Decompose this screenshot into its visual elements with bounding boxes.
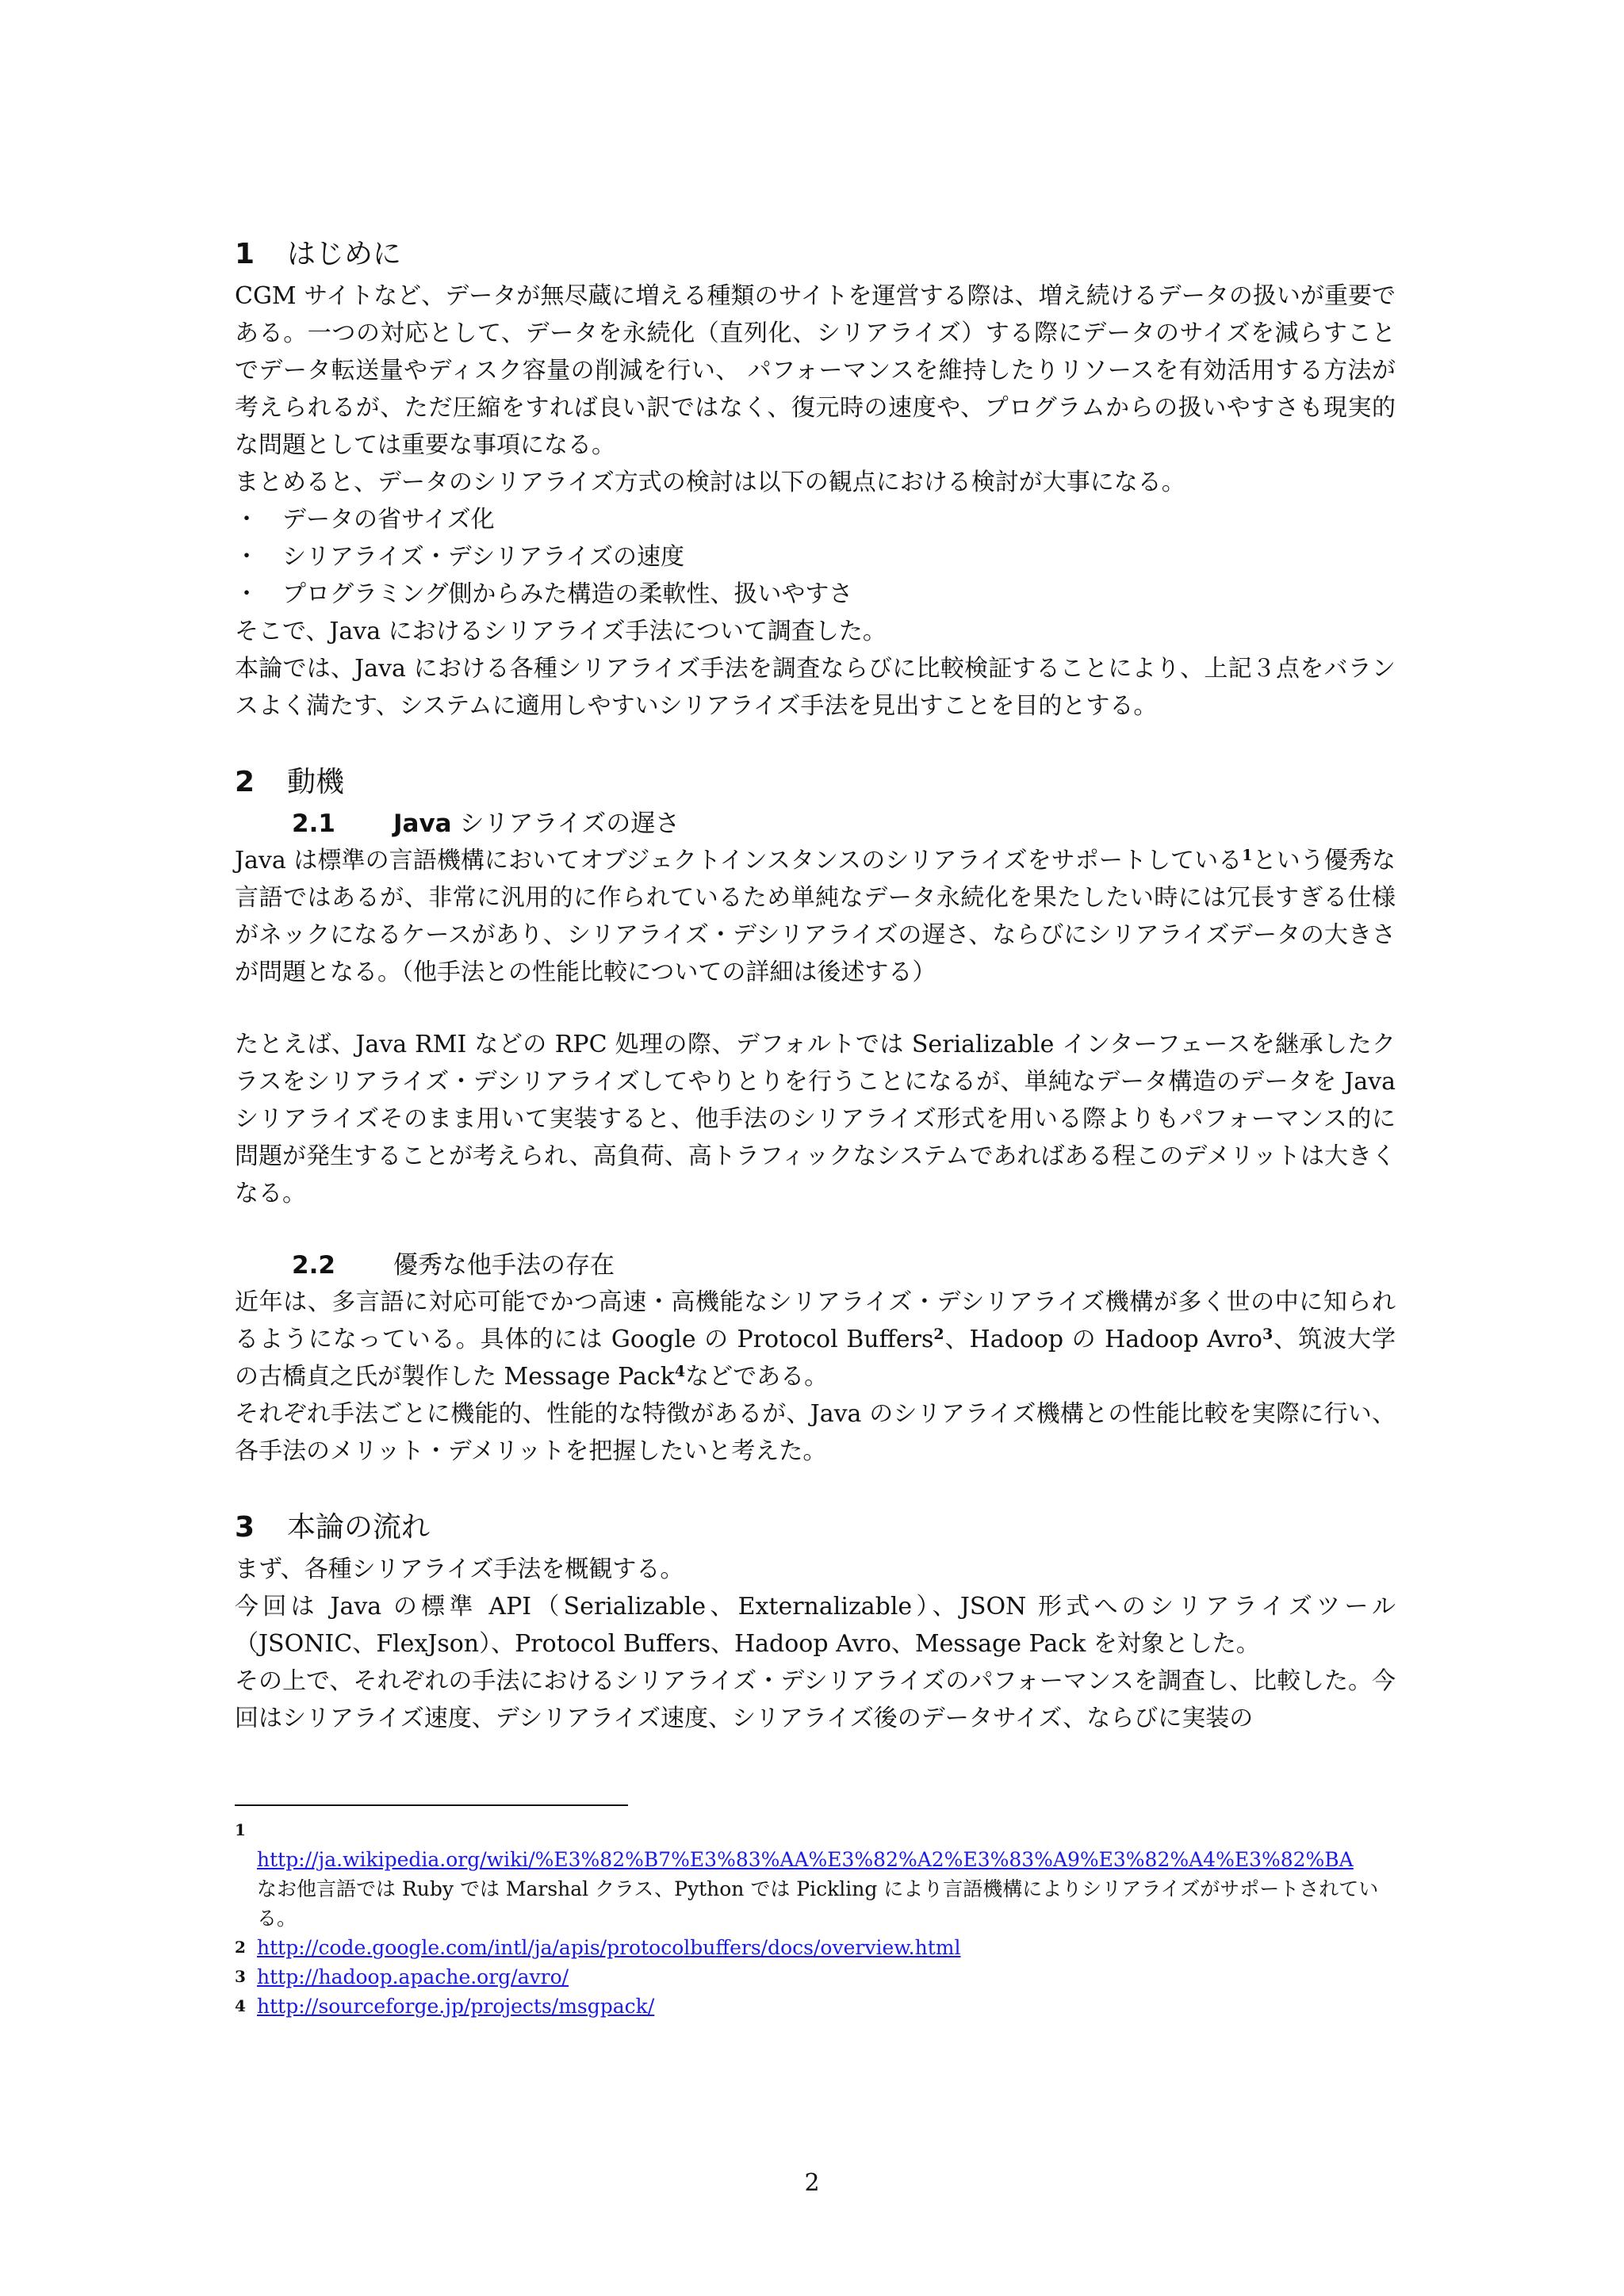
section-title: 動機 xyxy=(287,766,345,798)
paragraph: その上で、それぞれの手法におけるシリアライズ・デシリアライズのパフォーマンスを調査し、比較した。今回はシリアライズ速度、デシリアライズ速度、シリアライズ後のデータサイズ、ならびに実装の xyxy=(235,1667,1396,1732)
text-run: 近年は、多言語に対応可能でかつ高速・高機能なシリアライズ・デシリアライズ機構が多く世の中に知られるようになっている。具体的には Google の Protocol Buffers xyxy=(235,1288,1396,1353)
subsection-heading-2-2 xyxy=(235,1247,1396,1284)
text-run: という優秀な言語ではあるが、非常に汎用的に作られているため単純なデータ永続化を果たしたい時には冗長すぎる仕様がネックになるケースがあり、シリアライズ・デシリアライズの遅さ、ならびにシリアライズデータの大きさが問題となる。（他手法との性能比較についての詳細は後述する） xyxy=(235,847,1396,986)
paragraph: まとめると、データのシリアライズ方式の検討は以下の観点における検討が大事になる。 xyxy=(235,469,1185,496)
subsection-title: 優秀な他手法の存在 xyxy=(393,1251,615,1280)
subsection-number: 2.2 xyxy=(292,1251,335,1280)
footnote-mark: 4 xyxy=(235,1996,246,2015)
footnote-ref-4: 4 xyxy=(674,1363,686,1380)
paragraph: 本論では、Java における各種シリアライズ手法を調査ならびに比較検証することにより、上記３点をバランスよく満たす、システムに適用しやすいシリアライズ手法を見出すことを目的とする。 xyxy=(235,655,1396,720)
paragraph xyxy=(235,1284,1396,1395)
footnote-1 xyxy=(235,1816,1396,1933)
text-run: 、筑波大学の古橋貞之氏が製作した Message Pack xyxy=(235,1326,1396,1391)
paragraph: まず、各種シリアライズ手法を概観する。 xyxy=(235,1556,684,1583)
paragraph: CGM サイトなど、データが無尽蔵に増える種類のサイトを運営する際は、増え続けるデータの扱いが重要である。一つの対応として、データを永続化（直列化、シリアライズ）する際にデータのサイズを減らすことでデータ転送量やディスク容量の削減を行い、 パフォーマンスを維持したりリソースを有効活用する方法が考えられるが、ただ圧縮をすれば良い訳ではなく、復元時の速度や、プログラムからの扱いやすさも現実的な問題としては重要な事項になる。 xyxy=(235,282,1396,459)
bullet-marker: ・ xyxy=(235,506,259,534)
bullet-marker: ・ xyxy=(235,543,259,571)
section-title: はじめに xyxy=(287,238,402,270)
paragraph: そこで、Java におけるシリアライズ手法について調査した。 xyxy=(235,618,887,645)
section-heading-2 xyxy=(235,760,1396,806)
subsection-heading-2-1 xyxy=(235,806,1396,842)
footnote-ref-1: 1 xyxy=(1242,847,1253,864)
paragraph xyxy=(235,842,1396,991)
footnote-separator xyxy=(235,1804,628,1806)
subsection-number: 2.1 xyxy=(292,809,335,838)
list-item xyxy=(235,576,1396,613)
body-content xyxy=(235,232,1396,1737)
footnotes xyxy=(235,1816,1396,2021)
text-run: Java は標準の言語機構においてオブジェクトインスタンスのシリアライズをサポートしている xyxy=(235,847,1243,874)
footnote-mark: 1 xyxy=(235,1820,246,1839)
list-item xyxy=(235,538,1396,576)
page-number: 2 xyxy=(804,2169,820,2197)
text-run: などである。 xyxy=(685,1363,829,1391)
footnote-ref-2: 2 xyxy=(933,1326,944,1343)
footnote-4 xyxy=(235,1992,1396,2021)
footnote-ref-3: 3 xyxy=(1262,1326,1274,1343)
footnote-3 xyxy=(235,1962,1396,1992)
section-heading-1 xyxy=(235,232,1396,277)
footnote-body xyxy=(257,1933,1396,1962)
footnote-link[interactable]: http://hadoop.apache.org/avro/ xyxy=(257,1965,569,1988)
section-number: 3 xyxy=(235,1511,255,1544)
footnote-link[interactable]: http://sourceforge.jp/projects/msgpack/ xyxy=(257,1995,655,2018)
footnote-2 xyxy=(235,1933,1396,1962)
text-run: 、Hadoop の Hadoop Avro xyxy=(944,1326,1262,1353)
paragraph: たとえば、Java RMI などの RPC 処理の際、デフォルトでは Serializable インターフェースを継承したクラスをシリアライズ・デシリアライズしてやりとりを行うことになるが、単純なデータ構造のデータを Java シリアライズそのまま用いて実装すると、他手法のシリアライズ形式を用いる際よりもパフォーマンス的に問題が発生することが考えられ、高負荷、高トラフィックなシステムであればある程このデメリットは大きくなる。 xyxy=(235,1031,1396,1207)
list-item-text: プログラミング側からみた構造の柔軟性、扱いやすさ xyxy=(282,580,853,608)
bullet-list xyxy=(235,501,1396,613)
footnote-link[interactable]: http://code.google.com/intl/ja/apis/protocolbuffers/docs/overview.html xyxy=(257,1936,961,1959)
footnote-mark: 3 xyxy=(235,1967,246,1986)
footnote-link[interactable]: http://ja.wikipedia.org/wiki/%E3%82%B7%E3%83%AA%E3%82%A2%E3%83%A9%E3%82%A4%E3%82%BA xyxy=(257,1848,1354,1871)
footnote-body xyxy=(257,1816,1396,1933)
section-number: 1 xyxy=(235,238,255,270)
list-item xyxy=(235,501,1396,538)
bullet-marker: ・ xyxy=(235,580,259,608)
subsection-title: シリアライズの遅さ xyxy=(459,809,680,838)
section-title: 本論の流れ xyxy=(287,1511,431,1544)
section-heading-3 xyxy=(235,1505,1396,1551)
footnote-mark: 2 xyxy=(235,1938,246,1957)
paragraph: 今回は Java の標準 API（Serializable、Externalizable）、JSON 形式へのシリアライズツール（JSONIC、FlexJson）、Protocol Buffers、Hadoop Avro、Message Pack を対象とした。 xyxy=(235,1593,1396,1658)
footnote-body xyxy=(257,1992,1396,2021)
paragraph: それぞれ手法ごとに機能的、性能的な特徴があるが、Java のシリアライズ機構との性能比較を実際に行い、各手法のメリット・デメリットを把握したいと考えた。 xyxy=(235,1400,1396,1465)
list-item-text: データの省サイズ化 xyxy=(282,506,495,534)
list-item-text: シリアライズ・デシリアライズの速度 xyxy=(282,543,684,571)
section-number: 2 xyxy=(235,766,255,798)
footnote-note: なお他言語では Ruby では Marshal クラス、Python では Pickling により言語機構によりシリアライズがサポートされている。 xyxy=(257,1877,1379,1930)
footnote-body xyxy=(257,1962,1396,1992)
subsection-title-latin: Java xyxy=(393,809,452,838)
